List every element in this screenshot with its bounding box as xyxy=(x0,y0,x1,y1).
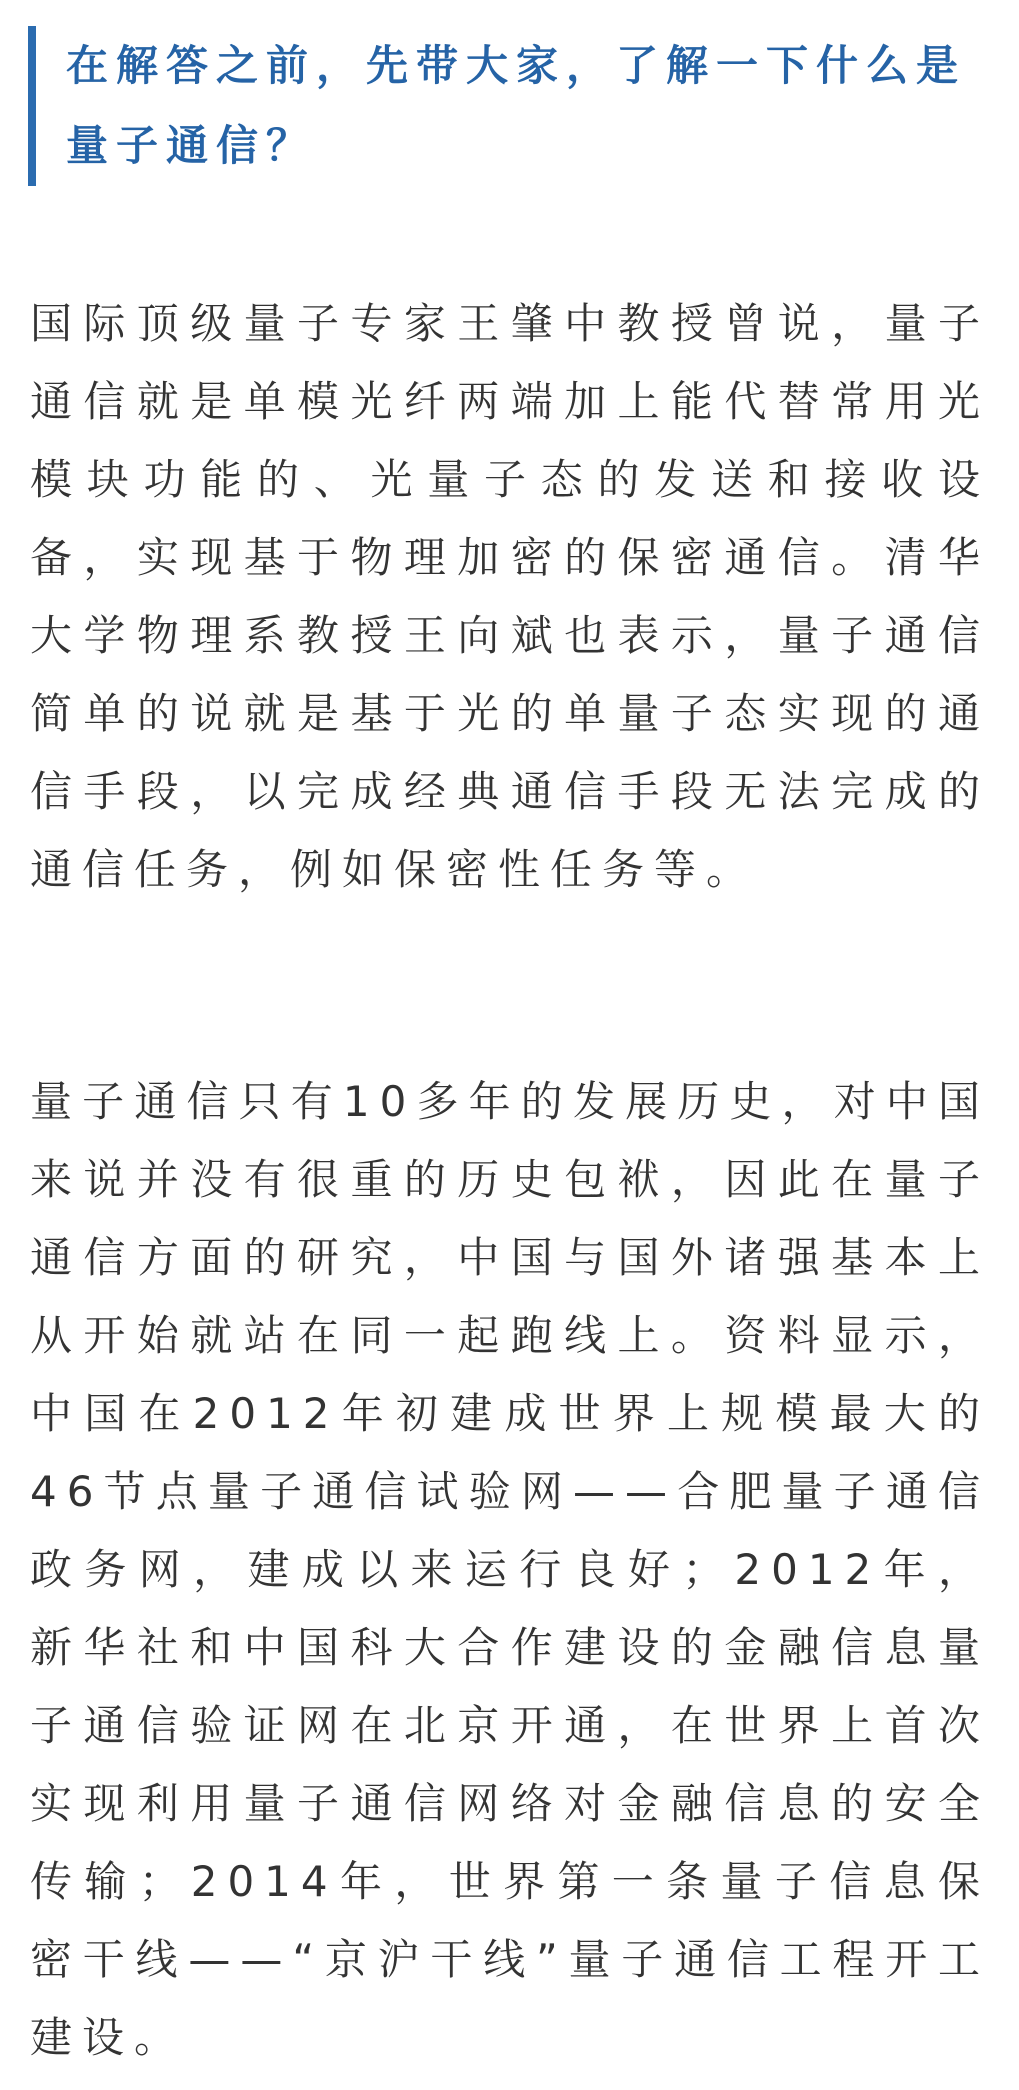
section-heading xyxy=(28,26,988,186)
section-heading-text: 在解答之前，先带大家，了解一下什么是量子通信？ xyxy=(66,41,967,170)
article-paragraph-1: 国际顶级量子专家王肇中教授曾说，量子通信就是单模光纤两端加上能代替常用光模块功能的、光量子态的发送和接收设备，实现基于物理加密的保密通信。清华大学物理系教授王向斌也表示，量子通信简单的说就是基于光的单量子态实现的通信手段，以完成经典通信手段无法完成的通信任务，例如保密性任务等。 xyxy=(30,299,990,894)
article-paragraph-2: 量子通信只有10多年的发展历史，对中国来说并没有很重的历史包袱，因此在量子通信方面的研究，中国与国外诸强基本上从开始就站在同一起跑线上。资料显示，中国在2012年初建成世界上规模最大的46节点量子通信试验网——合肥量子通信政务网，建成以来运行良好；2012年，新华社和中国科大合作建设的金融信息量子通信验证网在北京开通，在世界上首次实现利用量子通信网络对金融信息的安全传输；2014年，世界第一条量子信息保密干线——“京沪干线”量子通信工程开工建设。 xyxy=(30,1077,990,2062)
